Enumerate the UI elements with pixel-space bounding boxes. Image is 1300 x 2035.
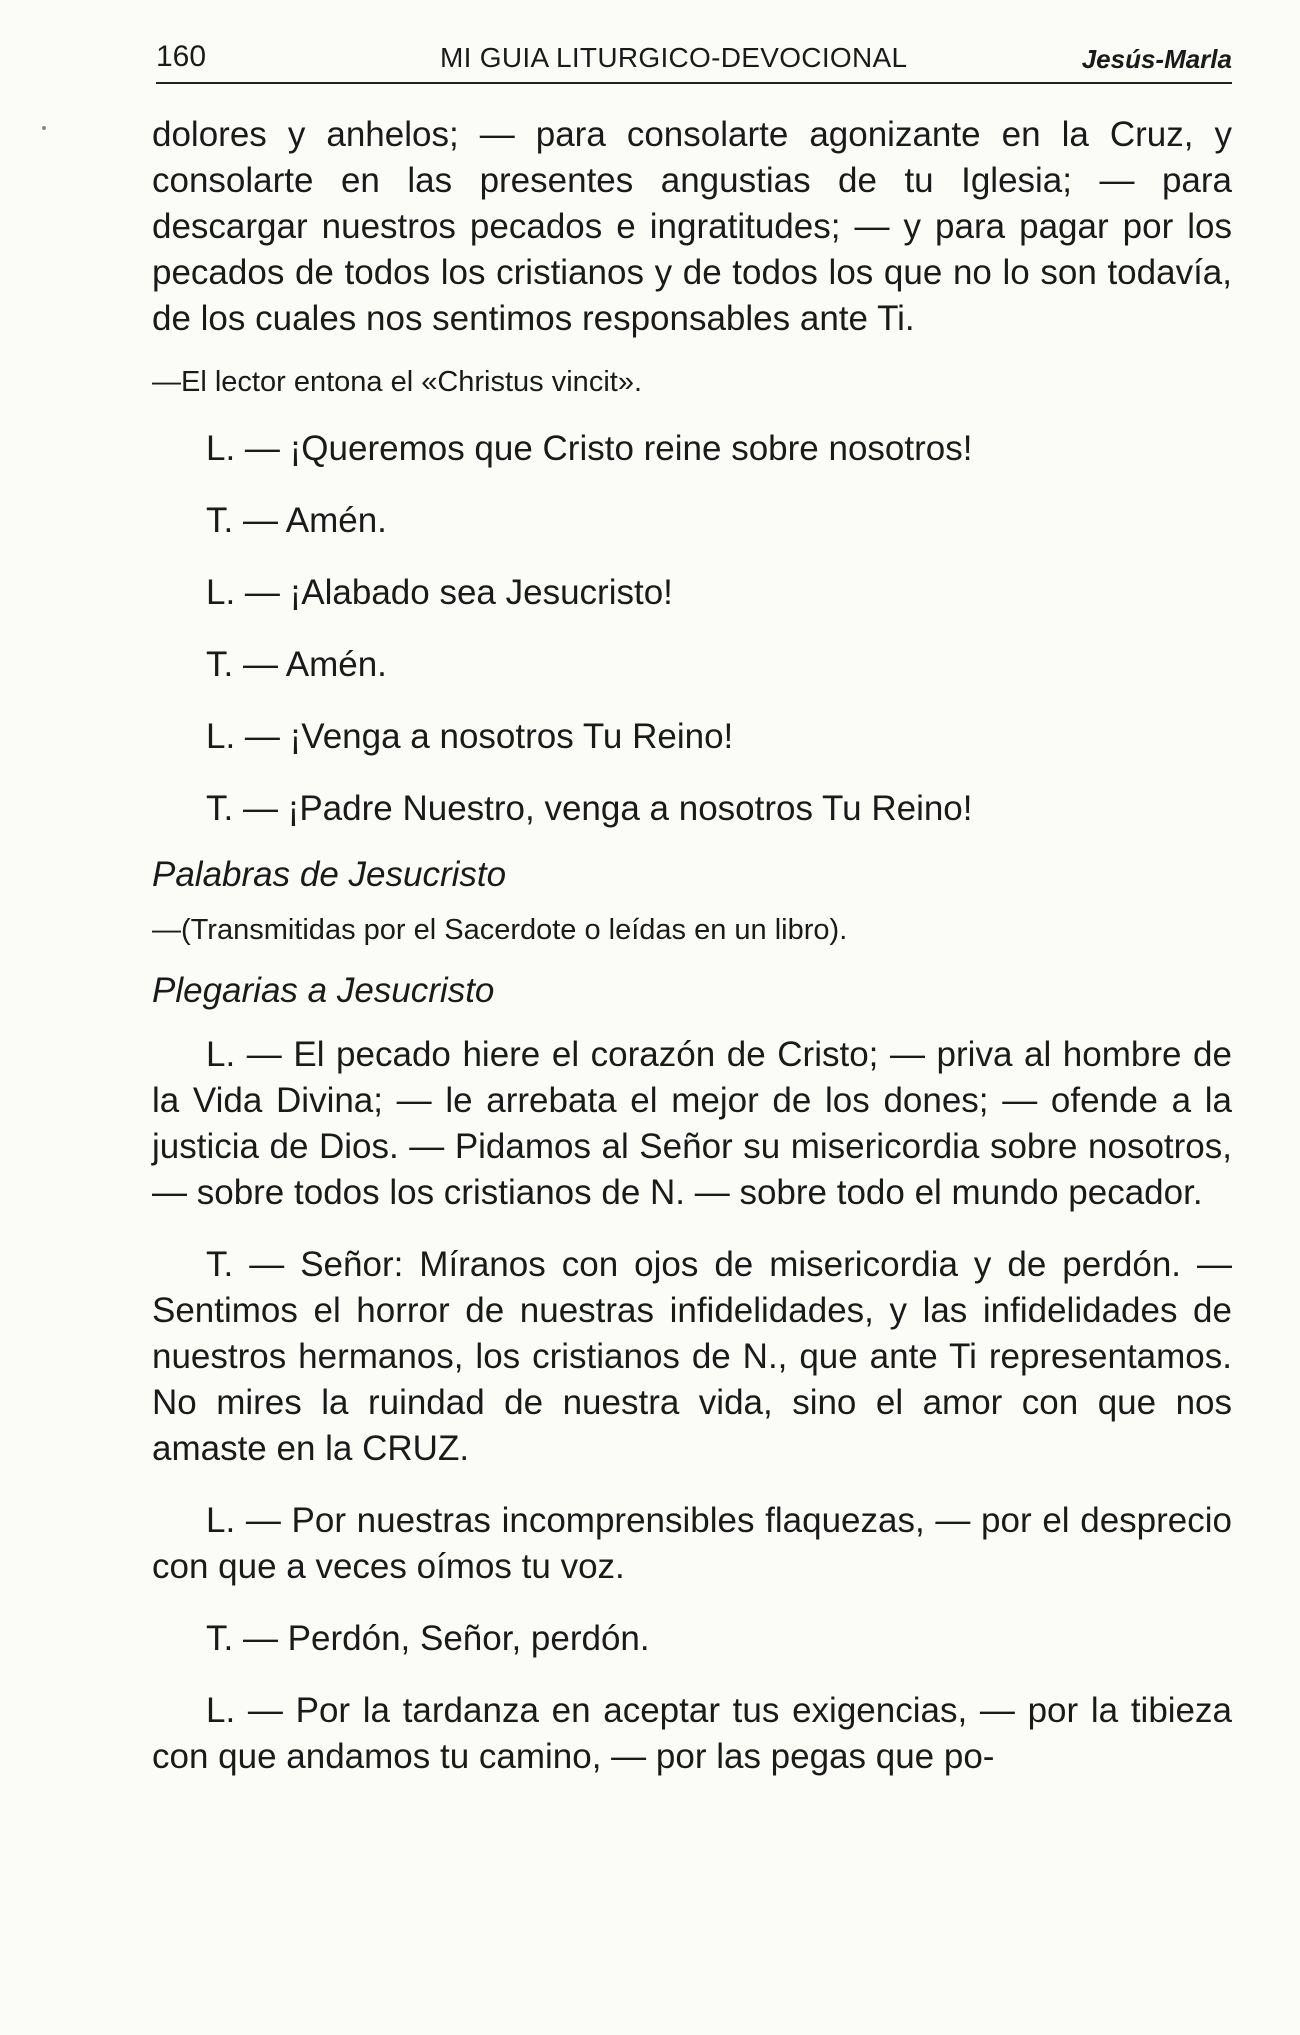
dialogue-paragraph: L. — Por la tardanza en aceptar tus exigencias, — por la tibieza con que andamos tu camino, — por las pegas que po- [152, 1691, 1232, 1776]
print-speck [42, 126, 46, 130]
dialogue-paragraph: L. — Por nuestras incomprensibles flaquezas, — por el desprecio con que a veces oímos tu voz. [152, 1501, 1232, 1586]
page-number: 160 [156, 40, 207, 73]
dialogue-paragraph: T. — Señor: Míranos con ojos de misericordia y de perdón. — Sentimos el horror de nuestras infidelidades, y las infidelidades de nuestros hermanos, los cristianos de N., que ante Ti representamos. No mires la ruindad de nuestra vida, sino el amor con que nos amaste en la CRUZ. [152, 1245, 1232, 1468]
dialogue-list [152, 1032, 1232, 1780]
running-title: MI GUIA LITURGICO-DEVOCIONAL [440, 42, 908, 73]
rubric-christus-vincit: —El lector entona el «Christus vincit». [152, 366, 642, 398]
responses-list [152, 426, 1232, 832]
page-body [152, 112, 1232, 1780]
response-line: L. — ¡Venga a nosotros Tu Reino! [206, 717, 734, 756]
rubric-transmitidas: —(Transmitidas por el Sacerdote o leídas en un libro). [152, 914, 848, 946]
response-line: L. — ¡Alabado sea Jesucristo! [206, 573, 673, 612]
section-title: Jesús-Marla [1081, 44, 1232, 74]
heading-plegarias: Plegarias a Jesucristo [152, 971, 495, 1010]
intro-paragraph: dolores y anhelos; — para consolarte agonizante en la Cruz, y consolarte en las presentes angustias de tu Iglesia; — para descargar nuestros pecados e ingratitudes; — y para pagar por los pecados de todos los cristianos y de todos los que no lo son todavía, de los cuales nos sentimos responsables ante Ti. [152, 115, 1232, 338]
response-line: L. — ¡Queremos que Cristo reine sobre nosotros! [206, 429, 973, 468]
response-line: T. — Amén. [206, 501, 387, 540]
response-line: T. — ¡Padre Nuestro, venga a nosotros Tu Reino! [206, 789, 973, 828]
dialogue-paragraph: L. — El pecado hiere el corazón de Cristo; — priva al hombre de la Vida Divina; — le arrebata el mejor de los dones; — ofende a la justicia de Dios. — Pidamos al Señor su misericordia sobre nosotros, — sobre todos los cristianos de N. — sobre todo el mundo pecador. [152, 1035, 1232, 1212]
heading-palabras: Palabras de Jesucristo [152, 855, 507, 894]
page-header [156, 38, 1232, 84]
dialogue-paragraph: T. — Perdón, Señor, perdón. [206, 1619, 650, 1658]
response-line: T. — Amén. [206, 645, 387, 684]
